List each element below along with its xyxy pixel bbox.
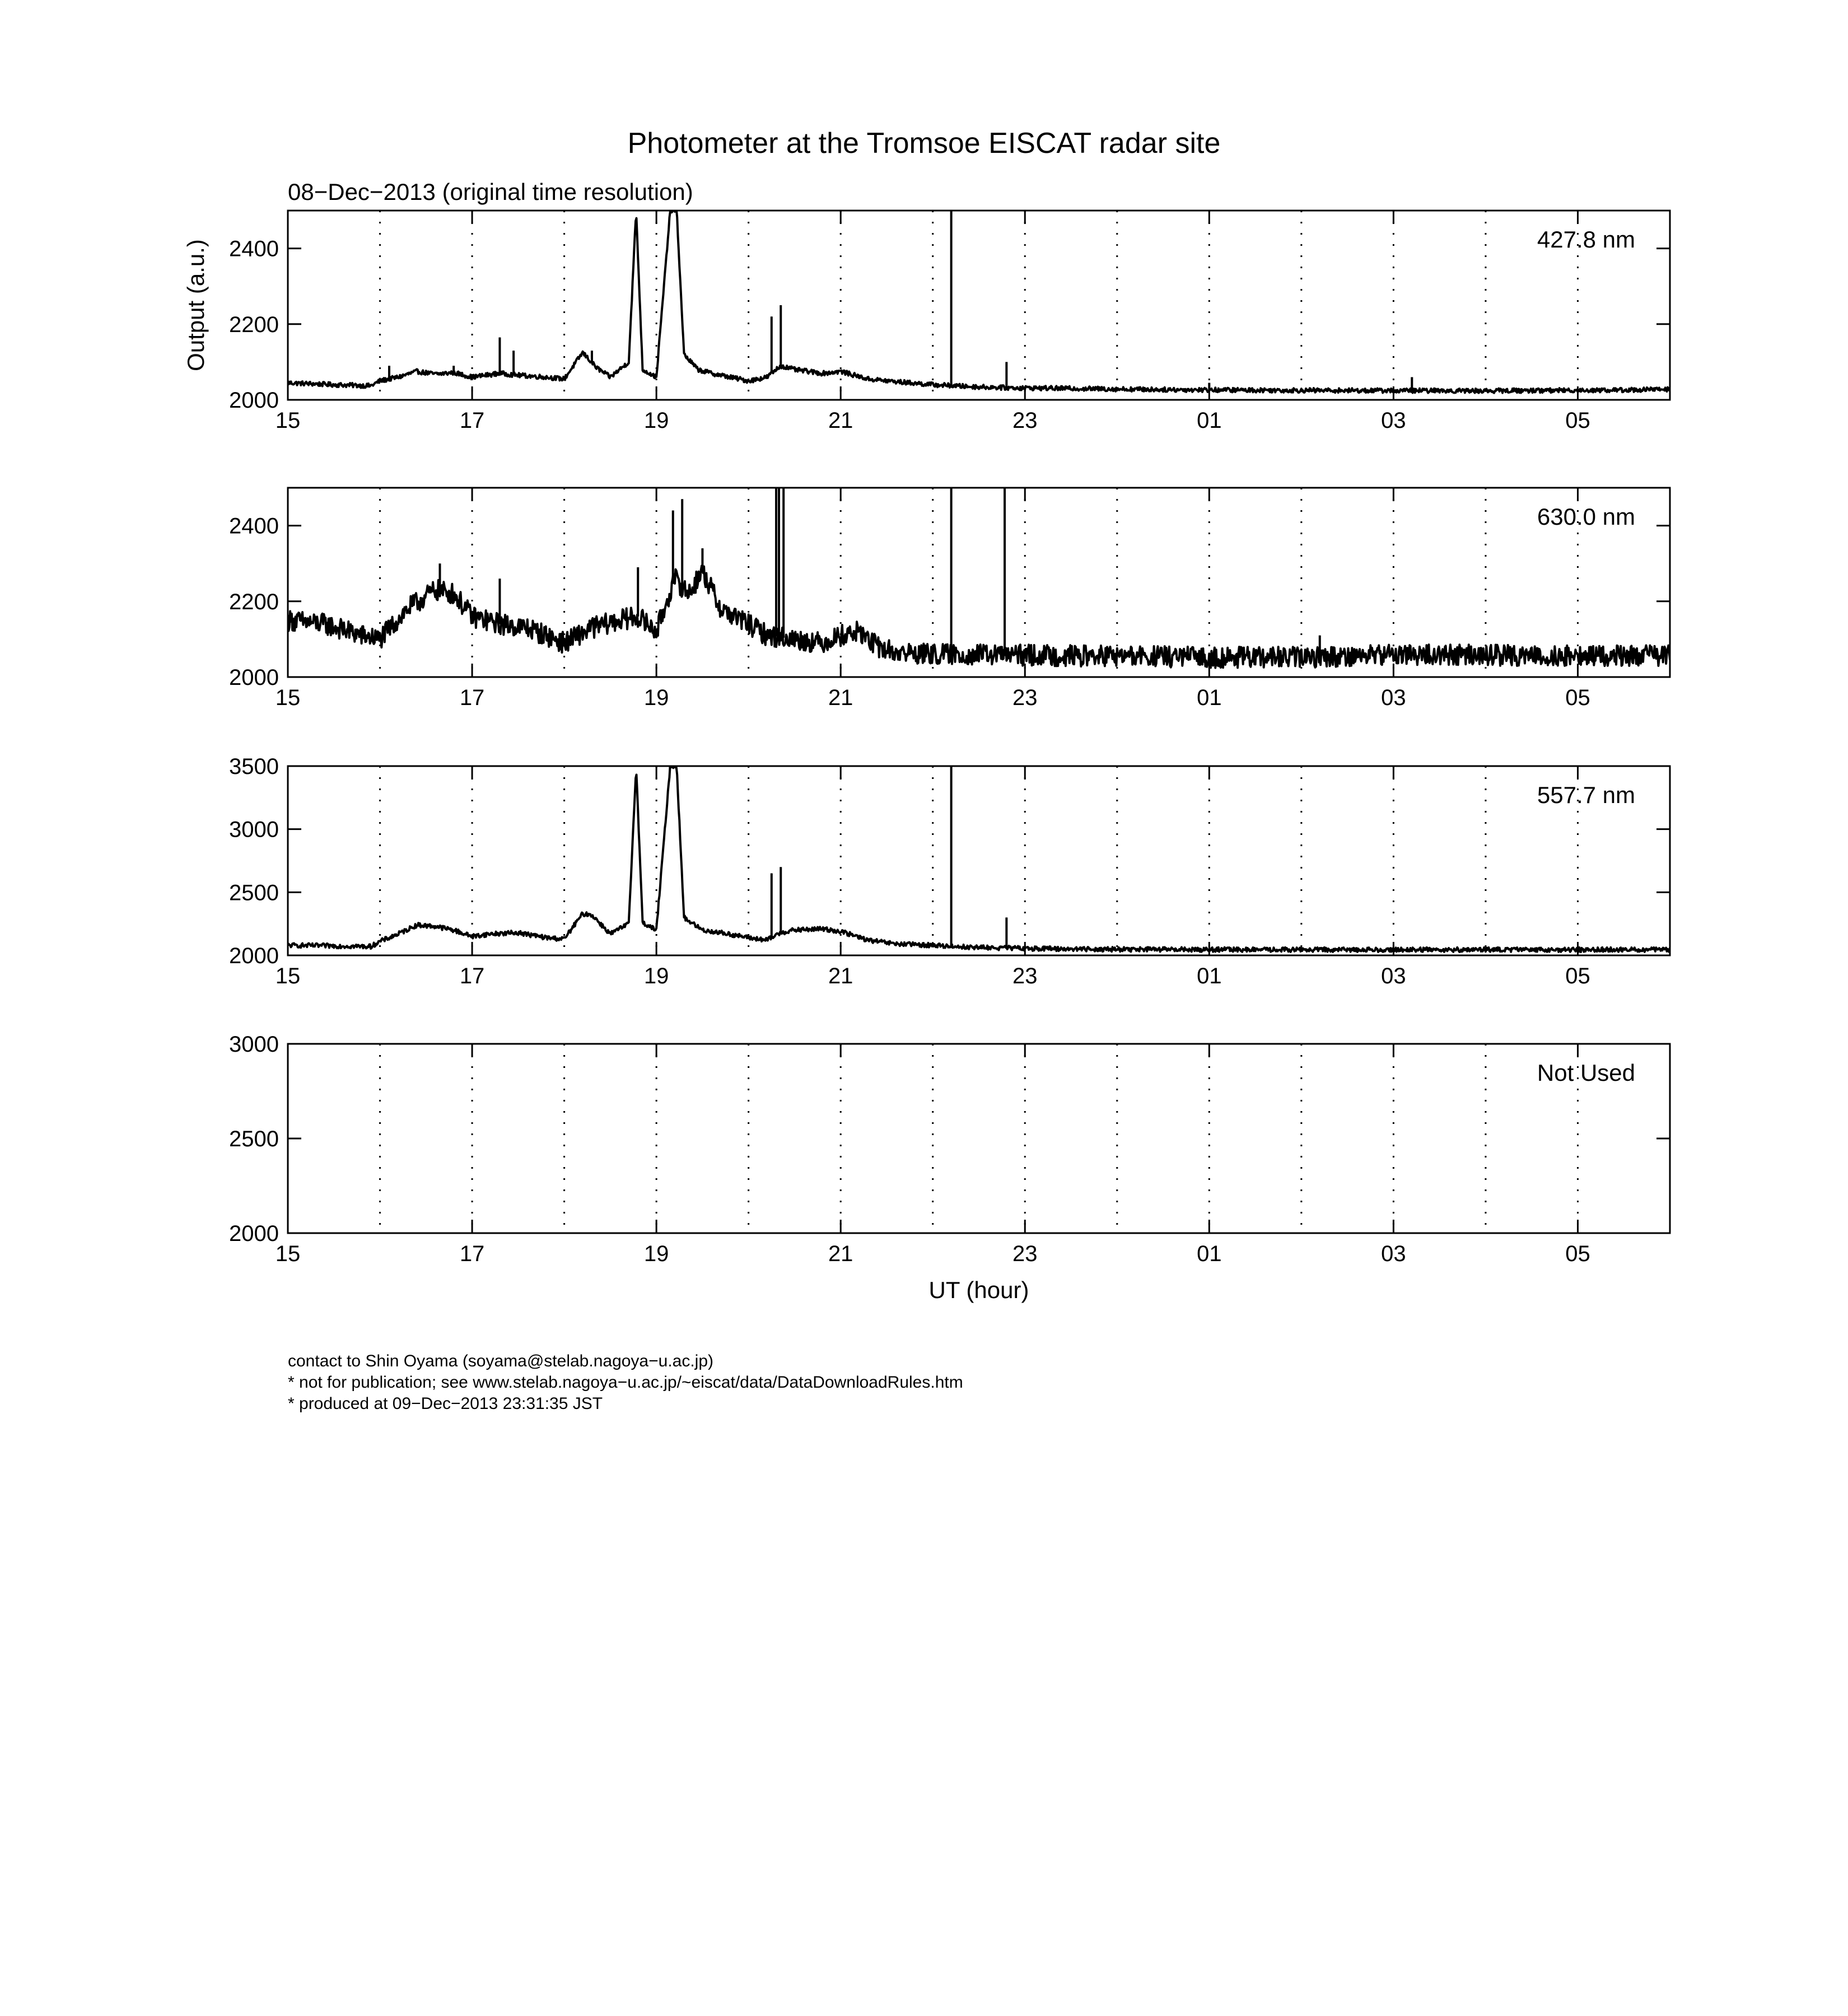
y-tick-label: 2000 <box>229 665 279 690</box>
y-tick-label: 3000 <box>229 817 279 842</box>
x-tick-label: 15 <box>275 685 301 710</box>
y-tick-label: 2000 <box>229 388 279 413</box>
panel-1 <box>229 208 1670 433</box>
y-tick-label: 2400 <box>229 236 279 262</box>
x-tick-label: 17 <box>459 408 485 433</box>
y-tick-label: 2500 <box>229 1127 279 1151</box>
series-line <box>288 208 1670 393</box>
y-tick-label: 2400 <box>229 514 279 539</box>
x-tick-label: 15 <box>275 1242 301 1266</box>
x-tick-label: 23 <box>1012 1242 1038 1266</box>
panel-label: 427.8 nm <box>1537 226 1635 253</box>
y-tick-label: 2500 <box>229 880 279 906</box>
x-tick-label: 21 <box>828 408 853 433</box>
y-tick-label: 3000 <box>229 1032 279 1057</box>
x-tick-label: 17 <box>459 685 485 710</box>
x-tick-label: 03 <box>1381 1242 1406 1266</box>
x-axis-label: UT (hour) <box>928 1277 1029 1303</box>
y-axis-label: Output (a.u.) <box>183 239 209 371</box>
panel-label: Not Used <box>1537 1060 1635 1086</box>
x-tick-label: 01 <box>1197 964 1222 988</box>
panel-2 <box>229 488 1670 710</box>
y-tick-label: 2000 <box>229 944 279 968</box>
x-tick-label: 19 <box>643 1242 669 1266</box>
x-tick-label: 01 <box>1197 1242 1222 1266</box>
x-tick-label: 05 <box>1565 408 1590 433</box>
y-tick-label: 2200 <box>229 589 279 614</box>
panel-4 <box>229 1032 1670 1266</box>
footer-produced: * produced at 09−Dec−2013 23:31:35 JST <box>288 1394 603 1413</box>
x-tick-label: 23 <box>1012 964 1038 988</box>
series-line <box>288 764 1670 952</box>
x-tick-label: 21 <box>828 685 853 710</box>
y-tick-label: 2200 <box>229 312 279 337</box>
x-tick-label: 21 <box>828 1242 853 1266</box>
x-tick-label: 05 <box>1565 1242 1590 1266</box>
x-tick-label: 15 <box>275 964 301 988</box>
x-tick-label: 19 <box>643 408 669 433</box>
x-tick-label: 19 <box>643 685 669 710</box>
x-tick-label: 03 <box>1381 685 1406 710</box>
footer-contact: contact to Shin Oyama (soyama@stelab.nagoya−u.ac.jp) <box>288 1352 714 1370</box>
axes-frame <box>288 1044 1670 1233</box>
panel-3 <box>229 754 1670 988</box>
x-tick-label: 17 <box>459 964 485 988</box>
x-tick-label: 05 <box>1565 685 1590 710</box>
x-tick-label: 03 <box>1381 964 1406 988</box>
x-tick-label: 01 <box>1197 685 1222 710</box>
chart-subtitle: 08−Dec−2013 (original time resolution) <box>288 179 693 205</box>
axes-frame <box>288 766 1670 955</box>
x-tick-label: 23 <box>1012 685 1038 710</box>
x-tick-label: 05 <box>1565 964 1590 988</box>
x-tick-label: 23 <box>1012 408 1038 433</box>
panel-label: 557.7 nm <box>1537 782 1635 808</box>
y-tick-label: 2000 <box>229 1221 279 1246</box>
x-tick-label: 03 <box>1381 408 1406 433</box>
x-tick-label: 01 <box>1197 408 1222 433</box>
panel-label: 630.0 nm <box>1537 503 1635 530</box>
x-tick-label: 19 <box>643 964 669 988</box>
x-tick-label: 15 <box>275 408 301 433</box>
y-tick-label: 3500 <box>229 754 279 779</box>
series-line <box>288 566 1670 668</box>
x-tick-label: 17 <box>459 1242 485 1266</box>
x-tick-label: 21 <box>828 964 853 988</box>
footer-disclaimer: * not for publication; see www.stelab.nagoya−u.ac.jp/~eiscat/data/DataDownloadRules.htm <box>288 1373 963 1392</box>
chart-title: Photometer at the Tromsoe EISCAT radar site <box>627 127 1221 160</box>
